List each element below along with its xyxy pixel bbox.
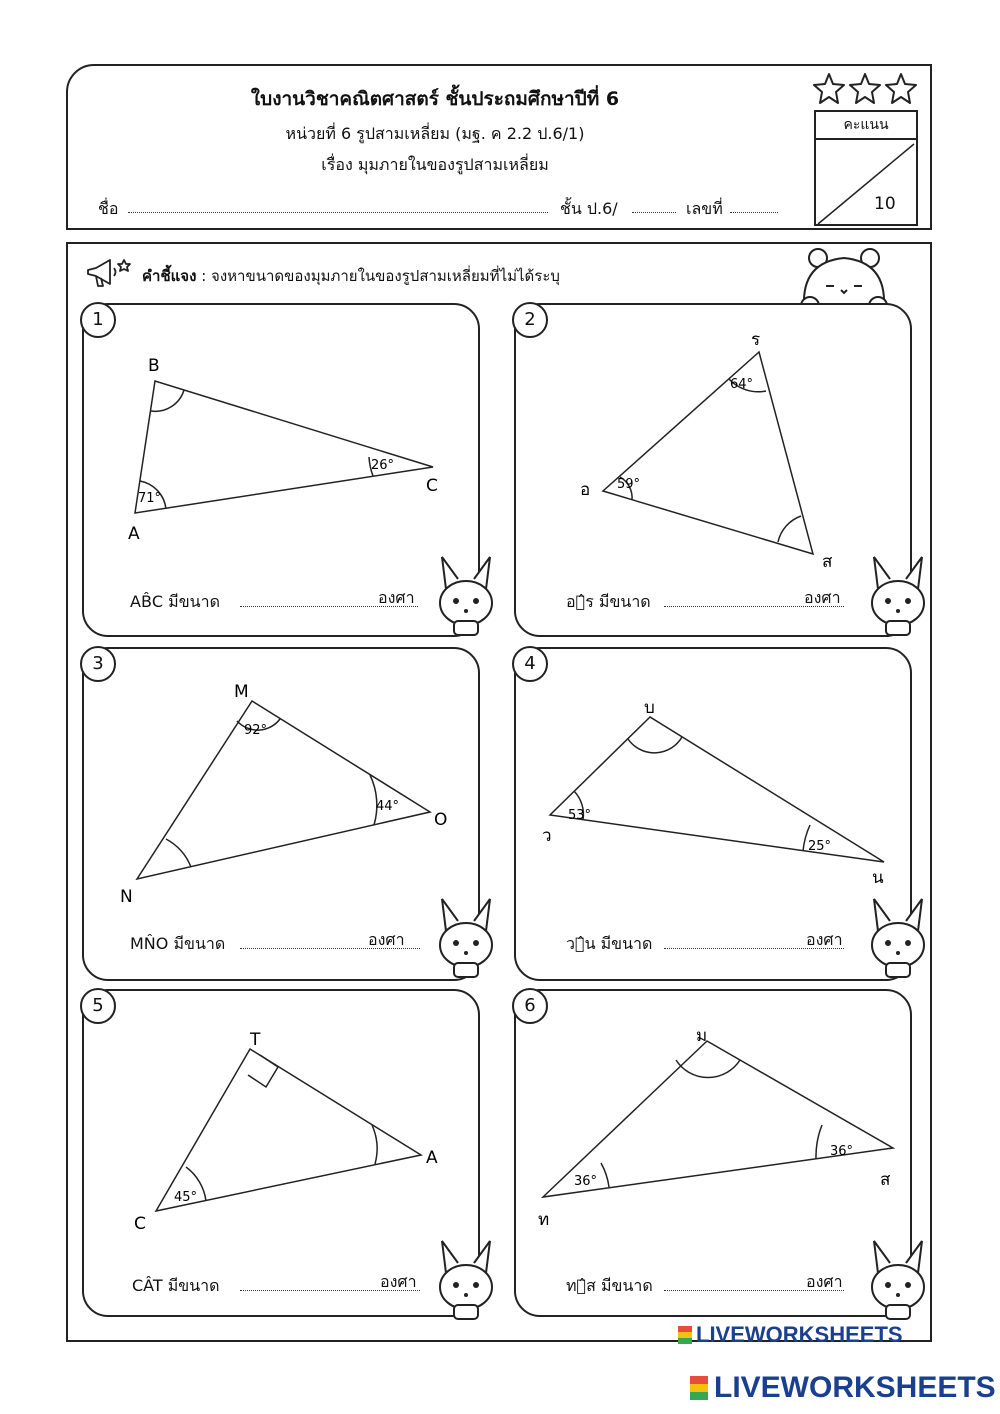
liveworksheets-watermark-small: LIVEWORKSHEETS xyxy=(678,1322,903,1348)
bunny-mascot-icon xyxy=(866,1237,930,1323)
angle-label: 36° xyxy=(574,1174,598,1189)
angle-label: 53° xyxy=(568,808,592,823)
unit-label-5: องศา xyxy=(380,1272,417,1291)
megaphone-icon xyxy=(84,256,134,290)
problem-card-4 xyxy=(514,647,912,981)
vertex-label: O xyxy=(434,810,448,830)
problem-card-5 xyxy=(82,989,480,1317)
answer-label-2: อส̂ร มีขนาด xyxy=(566,592,651,611)
angle-label: 92° xyxy=(244,723,268,738)
problem-number-3: 3 xyxy=(80,646,116,682)
vertex-label: บ xyxy=(644,698,655,718)
rating-stars xyxy=(812,72,922,106)
unit-label-4: องศา xyxy=(806,930,843,949)
answer-label-4: วบ̂น มีขนาด xyxy=(566,934,653,953)
bunny-mascot-icon xyxy=(434,1237,498,1323)
vertex-label: T xyxy=(250,1030,261,1050)
angle-label: 71° xyxy=(138,491,162,506)
vertex-label: ม xyxy=(696,1026,708,1046)
triangle-figure-5 xyxy=(84,991,480,1317)
angle-label: 44° xyxy=(376,799,400,814)
star-icon xyxy=(814,74,844,103)
angle-label: 64° xyxy=(730,377,754,392)
unit-label-3: องศา xyxy=(368,930,405,949)
score-box xyxy=(814,110,918,226)
vertex-label: ส xyxy=(880,1170,891,1190)
score-divider xyxy=(816,140,916,226)
score-label: คะแนน xyxy=(816,112,916,140)
score-total: 10 xyxy=(874,194,896,214)
vertex-label: ท xyxy=(538,1210,550,1230)
angle-label: 26° xyxy=(371,458,395,473)
class-field[interactable] xyxy=(632,212,676,213)
instruction-label: คำชี้แจง xyxy=(142,267,197,285)
problem-number-6: 6 xyxy=(512,988,548,1024)
vertex-label: A xyxy=(128,524,140,544)
problem-card-2 xyxy=(514,303,912,637)
angle-label: 45° xyxy=(174,1190,198,1205)
vertex-label: ร xyxy=(751,330,761,350)
instruction xyxy=(142,264,560,288)
vertex-label: น xyxy=(872,868,884,888)
triangle-figure-2 xyxy=(516,305,912,637)
lws-logo-icon xyxy=(678,1326,692,1344)
bunny-mascot-icon xyxy=(434,895,498,981)
answer-label-5: CÂT มีขนาด xyxy=(132,1276,220,1295)
name-field[interactable] xyxy=(128,212,548,213)
problem-number-4: 4 xyxy=(512,646,548,682)
vertex-label: C xyxy=(426,476,438,496)
worksheet-title: ใบงานวิชาคณิตศาสตร์ ชั้นประถมศึกษาปีที่ 6 xyxy=(250,88,620,110)
star-icon xyxy=(886,74,916,103)
unit-label-2: องศา xyxy=(804,588,841,607)
name-label: ชื่อ xyxy=(98,199,119,218)
vertex-label: M xyxy=(234,682,249,702)
vertex-label: ส xyxy=(822,552,833,572)
vertex-label: N xyxy=(120,887,133,907)
problem-number-2: 2 xyxy=(512,302,548,338)
topic-subtitle: เรื่อง มุมภายในของรูปสามเหลี่ยม xyxy=(321,155,549,174)
unit-label-1: องศา xyxy=(378,588,415,607)
answer-label-3: MN̂O มีขนาด xyxy=(130,934,226,953)
number-field[interactable] xyxy=(730,212,778,213)
problem-number-1: 1 xyxy=(80,302,116,338)
angle-label: 59° xyxy=(617,477,641,492)
triangle-figure-6 xyxy=(516,991,912,1317)
vertex-label: B xyxy=(148,356,160,376)
answer-label-1: AB̂C มีขนาด xyxy=(130,592,220,611)
problem-card-3 xyxy=(82,647,480,981)
vertex-label: A xyxy=(426,1148,438,1168)
vertex-label: C xyxy=(134,1214,146,1234)
lws-logo-icon xyxy=(690,1376,708,1400)
number-label: เลขที่ xyxy=(686,199,723,218)
unit-label-6: องศา xyxy=(806,1272,843,1291)
triangle-figure-1 xyxy=(84,305,480,637)
star-icon xyxy=(850,74,880,103)
bunny-mascot-icon xyxy=(434,553,498,639)
angle-label: 25° xyxy=(808,839,832,854)
unit-subtitle: หน่วยที่ 6 รูปสามเหลี่ยม (มฐ. ค 2.2 ป.6/1) xyxy=(285,124,585,143)
answer-label-6: ทม̂ส มีขนาด xyxy=(566,1276,653,1295)
problem-card-6 xyxy=(514,989,912,1317)
class-label: ชั้น ป.6/ xyxy=(560,199,618,218)
instruction-text: : จงหาขนาดของมุมภายในของรูปสามเหลี่ยมที่ไม่ได้ระบุ xyxy=(201,267,560,285)
bunny-mascot-icon xyxy=(866,895,930,981)
liveworksheets-watermark-large: LIVEWORKSHEETS xyxy=(690,1371,996,1405)
vertex-label: อ xyxy=(580,480,591,500)
vertex-label: ว xyxy=(542,826,552,846)
bunny-mascot-icon xyxy=(866,553,930,639)
angle-label: 36° xyxy=(830,1144,854,1159)
problem-number-5: 5 xyxy=(80,988,116,1024)
problem-card-1 xyxy=(82,303,480,637)
